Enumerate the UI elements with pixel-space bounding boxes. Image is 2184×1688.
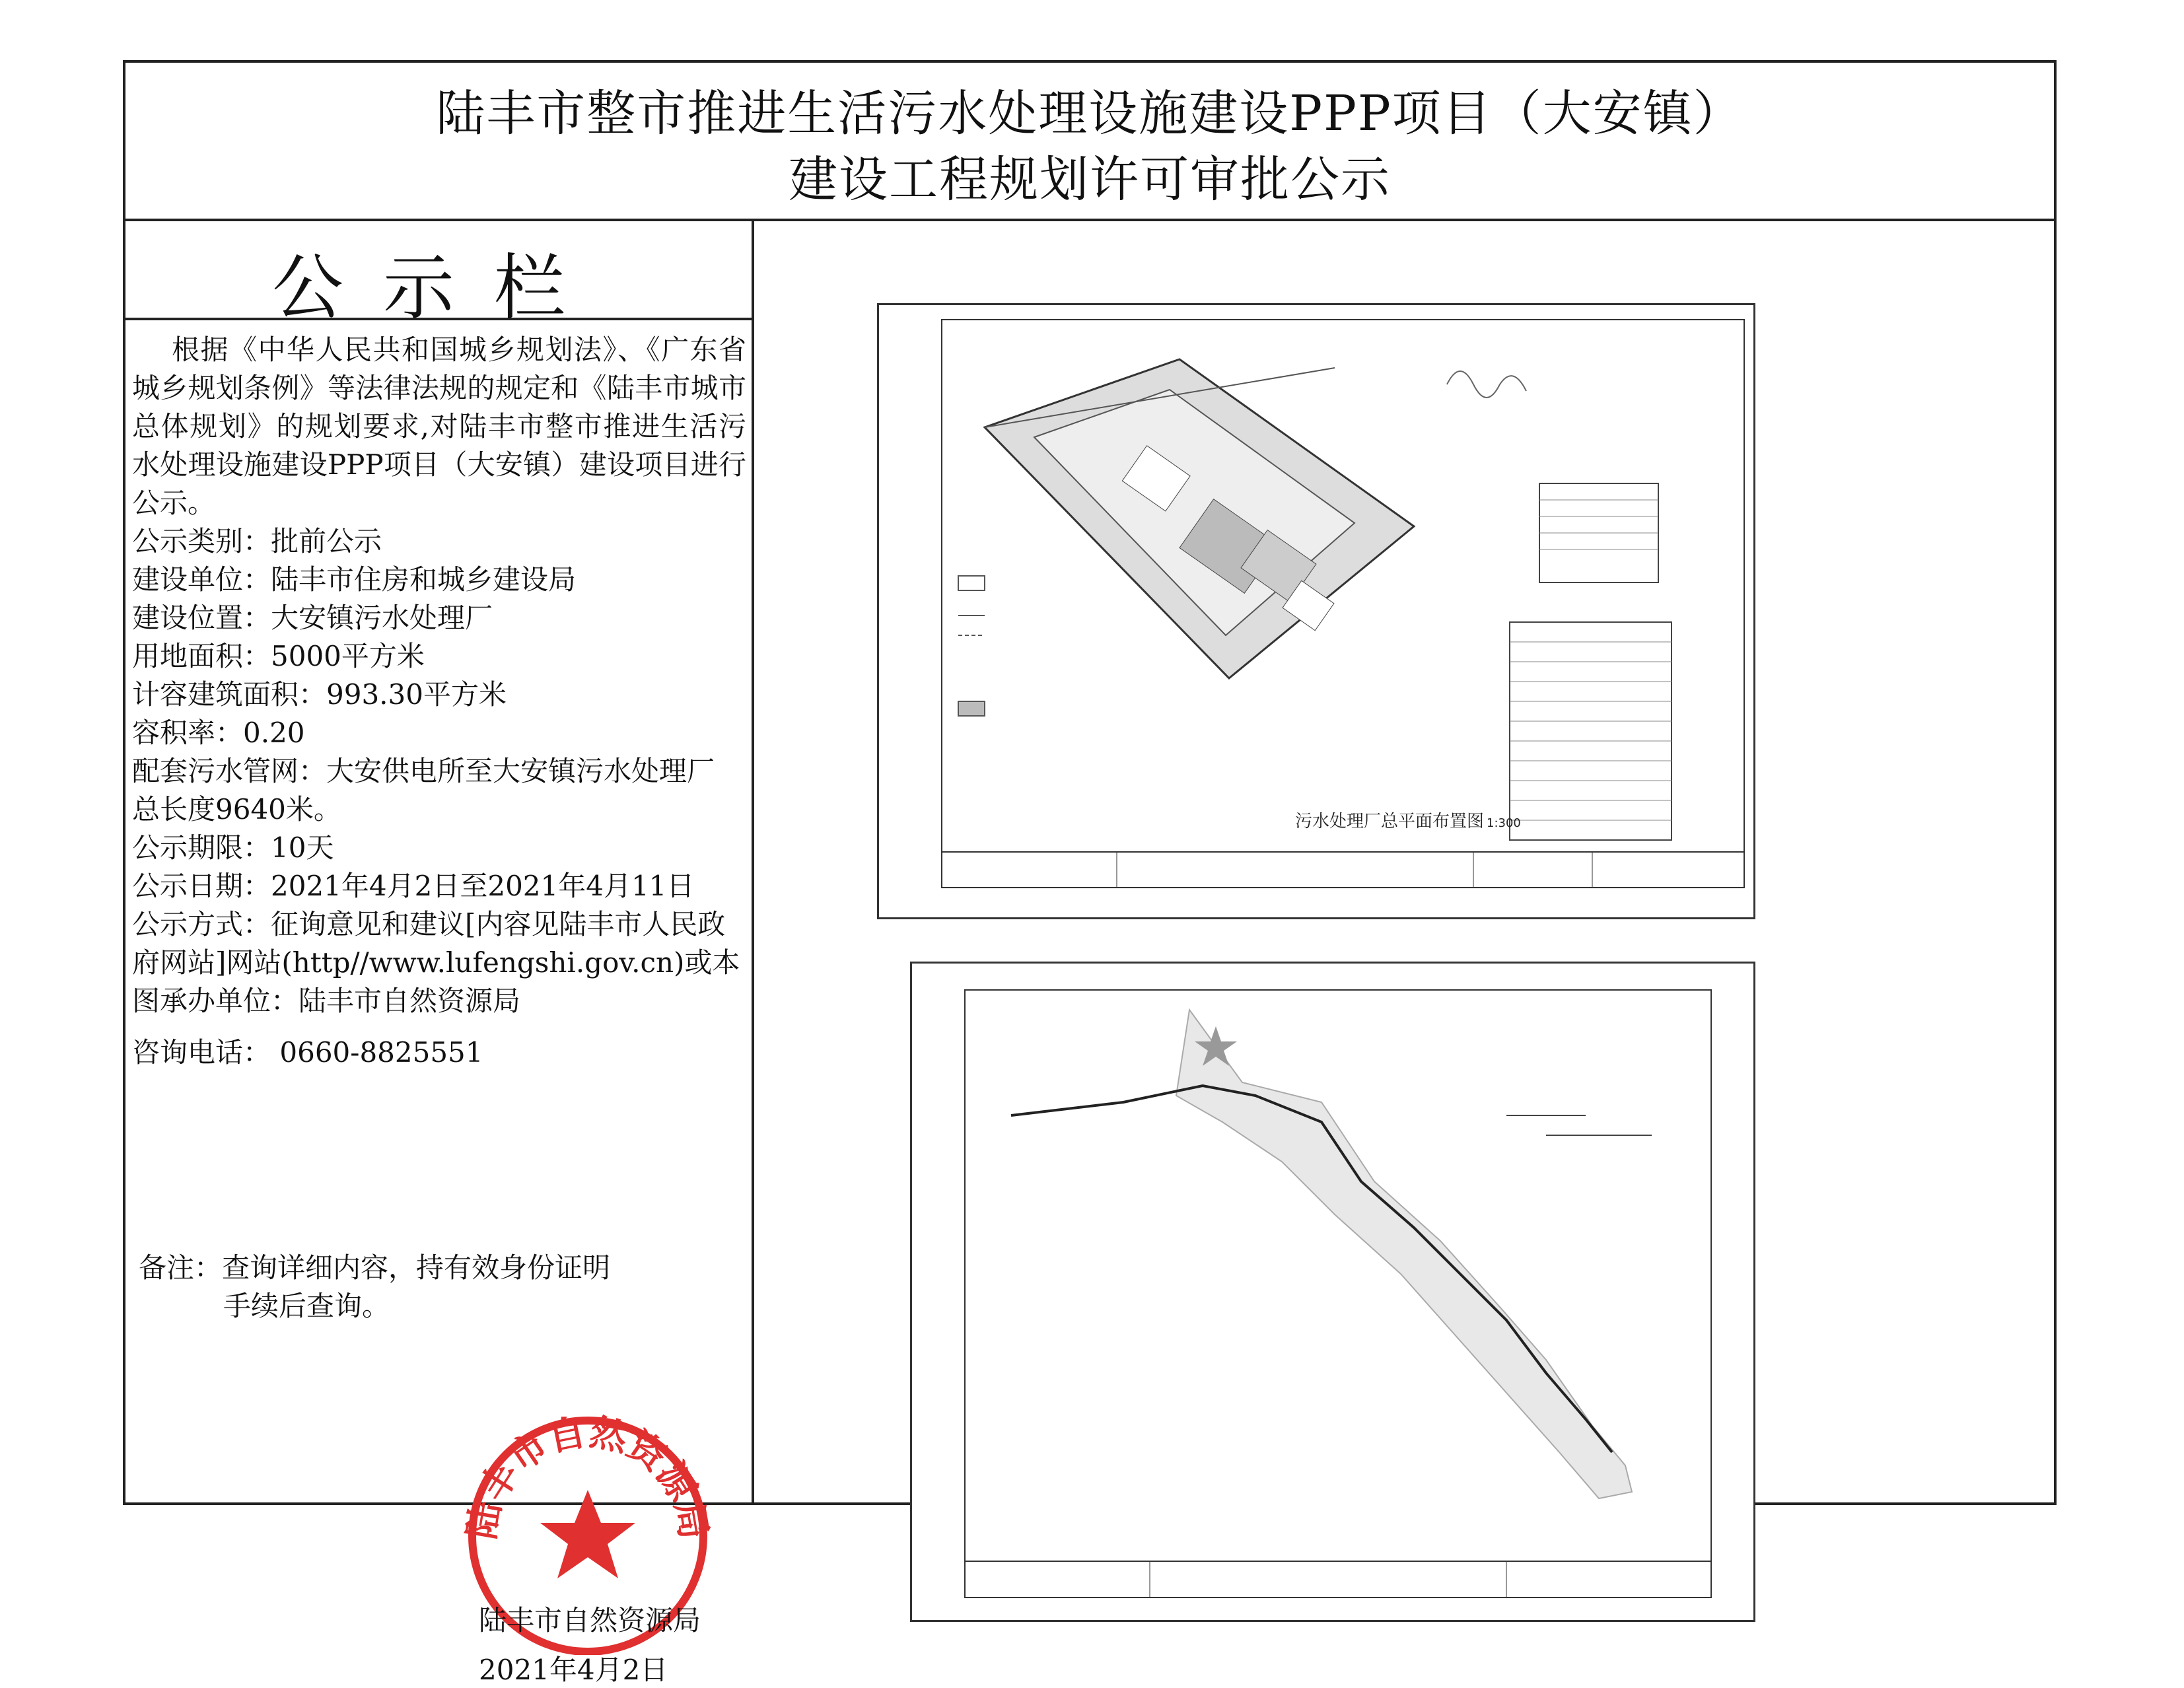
title-row bbox=[125, 63, 2054, 221]
site-plan-svg bbox=[879, 305, 1753, 917]
field-category: 公示类别：批前公示 bbox=[132, 525, 382, 557]
pipe-network-drawing bbox=[910, 962, 1755, 1622]
remark-line2: 手续后查询。 bbox=[223, 1290, 390, 1322]
board-heading-box bbox=[125, 219, 752, 330]
site-plan-drawing bbox=[877, 303, 1755, 919]
remark-line1: 备注：查询详细内容，持有效身份证明 bbox=[139, 1251, 611, 1284]
signature-block bbox=[125, 1378, 752, 1686]
pipe-network-svg bbox=[912, 964, 1753, 1620]
page-title: 陆丰市整市推进生活污水处理设施建设PPP项目（大安镇） bbox=[436, 85, 1744, 142]
pipe-line1: 配套污水管网：大安供电所至大安镇污水处理厂 bbox=[132, 755, 715, 787]
drawings-column bbox=[752, 219, 2054, 1502]
field-land-area: 用地面积：5000平方米 bbox=[132, 640, 425, 672]
field-floor-area: 计容建筑面积：993.30平方米 bbox=[132, 678, 507, 711]
field-location: 建设位置：大安镇污水处理厂 bbox=[132, 602, 493, 634]
notice-board bbox=[123, 60, 2057, 1686]
field-period: 公示期限：10天 bbox=[132, 831, 334, 864]
remark bbox=[139, 1249, 610, 1325]
svg-text:污水处理厂总平面布置图: 污水处理厂总平面布置图 bbox=[1295, 812, 1485, 831]
method-line3: 图承办单位：陆丰市自然资源局 bbox=[132, 985, 521, 1017]
pipe-line2: 总长度9640米。 bbox=[132, 793, 341, 826]
signature-date: 2021年4月2日 bbox=[479, 1654, 668, 1686]
signature-org: 陆丰市自然资源局 bbox=[479, 1604, 701, 1636]
notice-text bbox=[125, 331, 752, 1072]
method-line1: 公示方式：征询意见和建议[内容见陆丰市人民政 bbox=[132, 908, 726, 940]
field-phone: 咨询电话： 0660-8825551 bbox=[132, 1036, 483, 1069]
page-subtitle: 建设工程规划许可审批公示 bbox=[789, 151, 1391, 208]
field-plot-ratio: 容积率：0.20 bbox=[132, 717, 305, 749]
field-dates: 公示日期：2021年4月2日至2021年4月11日 bbox=[132, 870, 695, 902]
field-builder: 建设单位：陆丰市住房和城乡建设局 bbox=[132, 563, 577, 596]
notice-column bbox=[125, 219, 754, 1686]
intro-paragraph: 根据《中华人民共和国城乡规划法》、《广东省城乡规划条例》等法律法规的规定和《陆丰市城市总体规划》的规划要求,对陆丰市整市推进生活污水处理设施建设PPP项目（大安镇）建设项目进行公示。 bbox=[132, 334, 746, 519]
svg-text:1:300: 1:300 bbox=[1487, 816, 1521, 830]
method-line2: 府网站]网站(http//www.lufengshi.gov.cn)或本 bbox=[132, 946, 740, 979]
board-heading: 公示栏 bbox=[271, 247, 605, 330]
svg-text:陆丰市自然资源局: 陆丰市自然资源局 bbox=[460, 1411, 715, 1543]
